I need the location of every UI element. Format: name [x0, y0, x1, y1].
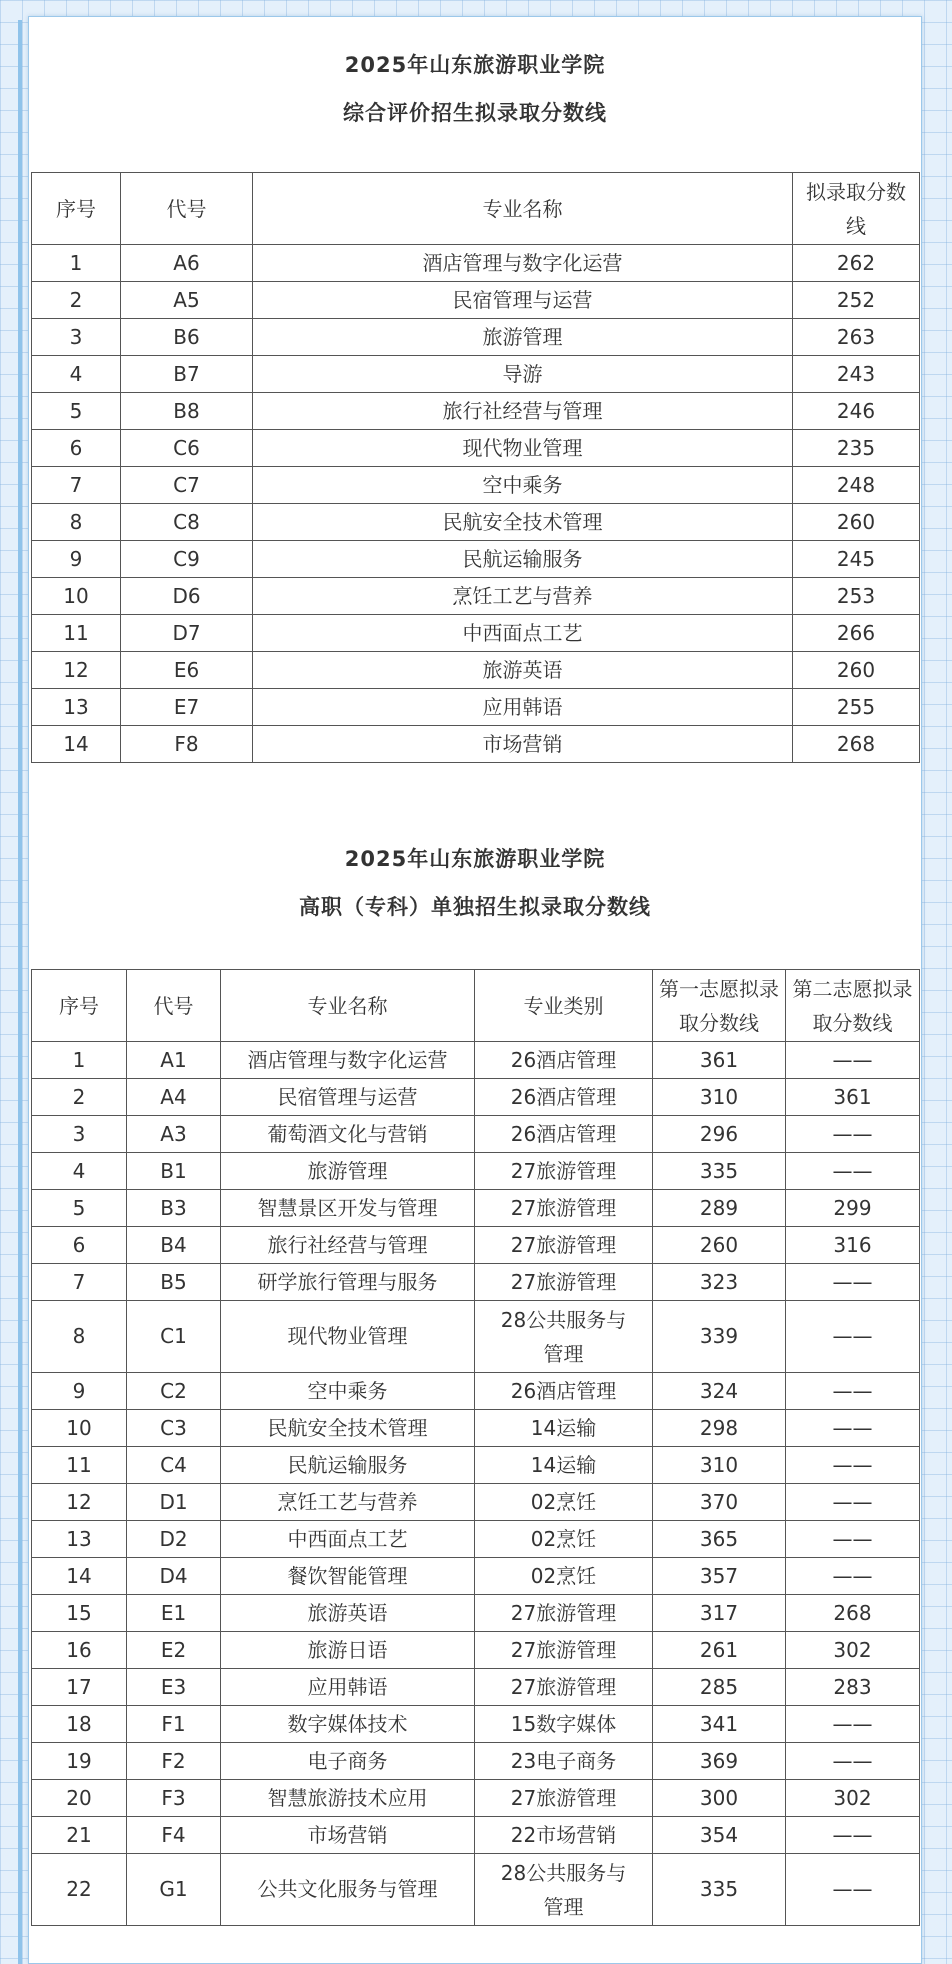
- cell-first-choice-score: 357: [653, 1558, 786, 1595]
- cell-major: 现代物业管理: [253, 430, 793, 467]
- cell-seq: 9: [32, 541, 121, 578]
- cell-major: 市场营销: [253, 726, 793, 763]
- cell-seq: 14: [32, 1558, 127, 1595]
- cell-second-choice-score: ——: [786, 1558, 920, 1595]
- table-row: [32, 1780, 920, 1817]
- table-header-row: [32, 970, 920, 1042]
- comprehensive-evaluation-score-table: [31, 172, 920, 763]
- cell-score: 255: [793, 689, 920, 726]
- cell-seq: 20: [32, 1780, 127, 1817]
- cell-score: 245: [793, 541, 920, 578]
- cell-major: 民航运输服务: [253, 541, 793, 578]
- cell-code: B8: [121, 393, 253, 430]
- cell-seq: 18: [32, 1706, 127, 1743]
- cell-score: 252: [793, 282, 920, 319]
- cell-major: 葡萄酒文化与营销: [221, 1116, 475, 1153]
- cell-major: 旅游管理: [221, 1153, 475, 1190]
- cell-second-choice-score: 302: [786, 1780, 920, 1817]
- cell-major: 中西面点工艺: [253, 615, 793, 652]
- cell-seq: 1: [32, 245, 121, 282]
- table-row: [32, 1706, 920, 1743]
- table-row: [32, 467, 920, 504]
- table-row: [32, 578, 920, 615]
- table-row: [32, 726, 920, 763]
- cell-code: B3: [127, 1190, 221, 1227]
- cell-major: 数字媒体技术: [221, 1706, 475, 1743]
- cell-second-choice-score: ——: [786, 1521, 920, 1558]
- cell-second-choice-score: ——: [786, 1410, 920, 1447]
- table-row: [32, 1558, 920, 1595]
- table-row: [32, 504, 920, 541]
- cell-category: 27旅游管理: [475, 1669, 653, 1706]
- cell-seq: 6: [32, 1227, 127, 1264]
- cell-seq: 11: [32, 615, 121, 652]
- cell-seq: 16: [32, 1632, 127, 1669]
- cell-seq: 7: [32, 1264, 127, 1301]
- cell-first-choice-score: 370: [653, 1484, 786, 1521]
- header-seq: 序号: [32, 970, 127, 1042]
- cell-code: G1: [127, 1854, 221, 1926]
- cell-code: B1: [127, 1153, 221, 1190]
- cell-code: F8: [121, 726, 253, 763]
- table-row: [32, 1116, 920, 1153]
- table-row: [32, 1153, 920, 1190]
- cell-major: 市场营销: [221, 1817, 475, 1854]
- cell-major: 旅游管理: [253, 319, 793, 356]
- cell-seq: 13: [32, 1521, 127, 1558]
- header-score: 拟录取分数线: [793, 173, 920, 245]
- cell-major: 酒店管理与数字化运营: [253, 245, 793, 282]
- cell-major: 应用韩语: [221, 1669, 475, 1706]
- section1-title: [29, 41, 921, 137]
- cell-seq: 13: [32, 689, 121, 726]
- cell-first-choice-score: 354: [653, 1817, 786, 1854]
- cell-seq: 10: [32, 578, 121, 615]
- table-row: [32, 1854, 920, 1926]
- cell-category: 15数字媒体: [475, 1706, 653, 1743]
- header-first-choice-score: 第一志愿拟录取分数线: [653, 970, 786, 1042]
- cell-second-choice-score: ——: [786, 1301, 920, 1373]
- cell-seq: 2: [32, 1079, 127, 1116]
- cell-first-choice-score: 361: [653, 1042, 786, 1079]
- table-row: [32, 615, 920, 652]
- cell-first-choice-score: 298: [653, 1410, 786, 1447]
- cell-second-choice-score: 316: [786, 1227, 920, 1264]
- cell-code: C7: [121, 467, 253, 504]
- cell-seq: 8: [32, 1301, 127, 1373]
- header-category: 专业类别: [475, 970, 653, 1042]
- cell-first-choice-score: 300: [653, 1780, 786, 1817]
- cell-category: 02烹饪: [475, 1484, 653, 1521]
- cell-category: 27旅游管理: [475, 1264, 653, 1301]
- cell-first-choice-score: 339: [653, 1301, 786, 1373]
- cell-first-choice-score: 296: [653, 1116, 786, 1153]
- cell-major: 民航安全技术管理: [221, 1410, 475, 1447]
- cell-first-choice-score: 335: [653, 1854, 786, 1926]
- cell-second-choice-score: ——: [786, 1373, 920, 1410]
- cell-second-choice-score: 299: [786, 1190, 920, 1227]
- cell-category: 14运输: [475, 1447, 653, 1484]
- table-body: [32, 245, 920, 763]
- cell-second-choice-score: ——: [786, 1264, 920, 1301]
- cell-first-choice-score: 369: [653, 1743, 786, 1780]
- cell-second-choice-score: ——: [786, 1706, 920, 1743]
- table-row: [32, 356, 920, 393]
- table-row: [32, 652, 920, 689]
- cell-seq: 14: [32, 726, 121, 763]
- table-row: [32, 1632, 920, 1669]
- cell-major: 空中乘务: [253, 467, 793, 504]
- cell-code: A4: [127, 1079, 221, 1116]
- table-row: [32, 1521, 920, 1558]
- cell-category: 26酒店管理: [475, 1373, 653, 1410]
- cell-seq: 4: [32, 1153, 127, 1190]
- header-major: 专业名称: [221, 970, 475, 1042]
- cell-category: 14运输: [475, 1410, 653, 1447]
- cell-major: 研学旅行管理与服务: [221, 1264, 475, 1301]
- cell-major: 民宿管理与运营: [253, 282, 793, 319]
- cell-major: 烹饪工艺与营养: [221, 1484, 475, 1521]
- table-row: [32, 319, 920, 356]
- table-body: [32, 1042, 920, 1926]
- cell-code: E7: [121, 689, 253, 726]
- cell-score: 243: [793, 356, 920, 393]
- cell-code: B4: [127, 1227, 221, 1264]
- cell-code: F1: [127, 1706, 221, 1743]
- cell-code: C6: [121, 430, 253, 467]
- cell-category: 27旅游管理: [475, 1190, 653, 1227]
- cell-major: 电子商务: [221, 1743, 475, 1780]
- cell-major: 旅游日语: [221, 1632, 475, 1669]
- cell-score: 268: [793, 726, 920, 763]
- table-row: [32, 1595, 920, 1632]
- cell-code: D1: [127, 1484, 221, 1521]
- cell-code: B6: [121, 319, 253, 356]
- cell-first-choice-score: 310: [653, 1079, 786, 1116]
- cell-second-choice-score: ——: [786, 1854, 920, 1926]
- cell-category: 23电子商务: [475, 1743, 653, 1780]
- cell-category: 27旅游管理: [475, 1780, 653, 1817]
- document-card: [28, 16, 922, 1964]
- cell-score: 263: [793, 319, 920, 356]
- cell-category: 27旅游管理: [475, 1227, 653, 1264]
- cell-major: 旅游英语: [253, 652, 793, 689]
- cell-code: F3: [127, 1780, 221, 1817]
- cell-code: C8: [121, 504, 253, 541]
- cell-second-choice-score: 268: [786, 1595, 920, 1632]
- table-row: [32, 1484, 920, 1521]
- cell-category: 27旅游管理: [475, 1632, 653, 1669]
- cell-second-choice-score: 283: [786, 1669, 920, 1706]
- cell-major: 烹饪工艺与营养: [253, 578, 793, 615]
- cell-major: 民宿管理与运营: [221, 1079, 475, 1116]
- cell-seq: 21: [32, 1817, 127, 1854]
- cell-major: 民航运输服务: [221, 1447, 475, 1484]
- cell-seq: 9: [32, 1373, 127, 1410]
- cell-second-choice-score: ——: [786, 1484, 920, 1521]
- cell-code: F2: [127, 1743, 221, 1780]
- section1-title-line1: 2025年山东旅游职业学院: [344, 53, 606, 77]
- cell-first-choice-score: 261: [653, 1632, 786, 1669]
- cell-major: 智慧景区开发与管理: [221, 1190, 475, 1227]
- section2-title-line1: 2025年山东旅游职业学院: [344, 847, 606, 871]
- table-row: [32, 541, 920, 578]
- cell-seq: 5: [32, 1190, 127, 1227]
- cell-first-choice-score: 317: [653, 1595, 786, 1632]
- cell-code: C2: [127, 1373, 221, 1410]
- cell-score: 266: [793, 615, 920, 652]
- cell-seq: 12: [32, 1484, 127, 1521]
- cell-second-choice-score: 302: [786, 1632, 920, 1669]
- cell-score: 253: [793, 578, 920, 615]
- cell-major: 旅行社经营与管理: [221, 1227, 475, 1264]
- cell-seq: 22: [32, 1854, 127, 1926]
- table-row: [32, 282, 920, 319]
- cell-major: 民航安全技术管理: [253, 504, 793, 541]
- cell-code: C4: [127, 1447, 221, 1484]
- cell-seq: 17: [32, 1669, 127, 1706]
- cell-code: D4: [127, 1558, 221, 1595]
- cell-score: 260: [793, 652, 920, 689]
- header-major: 专业名称: [253, 173, 793, 245]
- table-row: [32, 1264, 920, 1301]
- cell-major: 智慧旅游技术应用: [221, 1780, 475, 1817]
- cell-score: 246: [793, 393, 920, 430]
- table-row: [32, 1079, 920, 1116]
- cell-code: D2: [127, 1521, 221, 1558]
- cell-code: A5: [121, 282, 253, 319]
- cell-seq: 3: [32, 319, 121, 356]
- cell-category: 22市场营销: [475, 1817, 653, 1854]
- cell-first-choice-score: 310: [653, 1447, 786, 1484]
- table-row: [32, 430, 920, 467]
- cell-seq: 12: [32, 652, 121, 689]
- table-row: [32, 1373, 920, 1410]
- cell-category: 26酒店管理: [475, 1079, 653, 1116]
- cell-seq: 7: [32, 467, 121, 504]
- cell-category: 27旅游管理: [475, 1153, 653, 1190]
- cell-first-choice-score: 285: [653, 1669, 786, 1706]
- cell-major: 酒店管理与数字化运营: [221, 1042, 475, 1079]
- cell-category: 02烹饪: [475, 1558, 653, 1595]
- cell-second-choice-score: ——: [786, 1817, 920, 1854]
- table-row: [32, 393, 920, 430]
- cell-first-choice-score: 260: [653, 1227, 786, 1264]
- cell-category: 28公共服务与管理: [475, 1854, 653, 1926]
- section2-title-line2: 高职（专科）单独招生拟录取分数线: [299, 895, 651, 919]
- cell-first-choice-score: 323: [653, 1264, 786, 1301]
- cell-code: D6: [121, 578, 253, 615]
- cell-second-choice-score: ——: [786, 1153, 920, 1190]
- table-row: [32, 1042, 920, 1079]
- cell-major: 中西面点工艺: [221, 1521, 475, 1558]
- cell-seq: 2: [32, 282, 121, 319]
- cell-first-choice-score: 365: [653, 1521, 786, 1558]
- cell-major: 餐饮智能管理: [221, 1558, 475, 1595]
- table-row: [32, 689, 920, 726]
- cell-code: C3: [127, 1410, 221, 1447]
- cell-seq: 15: [32, 1595, 127, 1632]
- cell-seq: 6: [32, 430, 121, 467]
- cell-major: 旅行社经营与管理: [253, 393, 793, 430]
- cell-category: 27旅游管理: [475, 1595, 653, 1632]
- table-row: [32, 1743, 920, 1780]
- table-row: [32, 1301, 920, 1373]
- cell-major: 导游: [253, 356, 793, 393]
- table-row: [32, 245, 920, 282]
- cell-seq: 3: [32, 1116, 127, 1153]
- table-row: [32, 1410, 920, 1447]
- table-row: [32, 1669, 920, 1706]
- cell-code: D7: [121, 615, 253, 652]
- header-second-choice-score: 第二志愿拟录取分数线: [786, 970, 920, 1042]
- cell-score: 235: [793, 430, 920, 467]
- header-code: 代号: [121, 173, 253, 245]
- cell-category: 28公共服务与管理: [475, 1301, 653, 1373]
- cell-second-choice-score: ——: [786, 1447, 920, 1484]
- cell-first-choice-score: 335: [653, 1153, 786, 1190]
- cell-seq: 19: [32, 1743, 127, 1780]
- cell-major: 现代物业管理: [221, 1301, 475, 1373]
- cell-seq: 11: [32, 1447, 127, 1484]
- table-row: [32, 1447, 920, 1484]
- cell-score: 248: [793, 467, 920, 504]
- cell-category: 26酒店管理: [475, 1042, 653, 1079]
- cell-second-choice-score: ——: [786, 1042, 920, 1079]
- header-seq: 序号: [32, 173, 121, 245]
- page-edge-decoration: [18, 20, 22, 1964]
- cell-second-choice-score: ——: [786, 1743, 920, 1780]
- cell-major: 应用韩语: [253, 689, 793, 726]
- cell-code: E6: [121, 652, 253, 689]
- cell-seq: 5: [32, 393, 121, 430]
- cell-code: E1: [127, 1595, 221, 1632]
- table-header-row: [32, 173, 920, 245]
- cell-major: 空中乘务: [221, 1373, 475, 1410]
- cell-first-choice-score: 324: [653, 1373, 786, 1410]
- cell-category: 02烹饪: [475, 1521, 653, 1558]
- cell-code: A1: [127, 1042, 221, 1079]
- cell-first-choice-score: 289: [653, 1190, 786, 1227]
- table-row: [32, 1817, 920, 1854]
- cell-code: A3: [127, 1116, 221, 1153]
- independent-enrollment-score-table: [31, 969, 920, 1926]
- cell-major: 旅游英语: [221, 1595, 475, 1632]
- cell-seq: 1: [32, 1042, 127, 1079]
- cell-code: E3: [127, 1669, 221, 1706]
- cell-score: 260: [793, 504, 920, 541]
- table-row: [32, 1190, 920, 1227]
- cell-code: F4: [127, 1817, 221, 1854]
- cell-code: E2: [127, 1632, 221, 1669]
- cell-seq: 10: [32, 1410, 127, 1447]
- cell-seq: 8: [32, 504, 121, 541]
- cell-seq: 4: [32, 356, 121, 393]
- cell-major: 公共文化服务与管理: [221, 1854, 475, 1926]
- cell-second-choice-score: ——: [786, 1116, 920, 1153]
- cell-code: C1: [127, 1301, 221, 1373]
- cell-code: B7: [121, 356, 253, 393]
- cell-code: A6: [121, 245, 253, 282]
- cell-code: B5: [127, 1264, 221, 1301]
- cell-second-choice-score: 361: [786, 1079, 920, 1116]
- cell-score: 262: [793, 245, 920, 282]
- section1-title-line2: 综合评价招生拟录取分数线: [343, 101, 607, 125]
- cell-code: C9: [121, 541, 253, 578]
- header-code: 代号: [127, 970, 221, 1042]
- cell-first-choice-score: 341: [653, 1706, 786, 1743]
- cell-category: 26酒店管理: [475, 1116, 653, 1153]
- section2-title: [29, 835, 921, 931]
- table-row: [32, 1227, 920, 1264]
